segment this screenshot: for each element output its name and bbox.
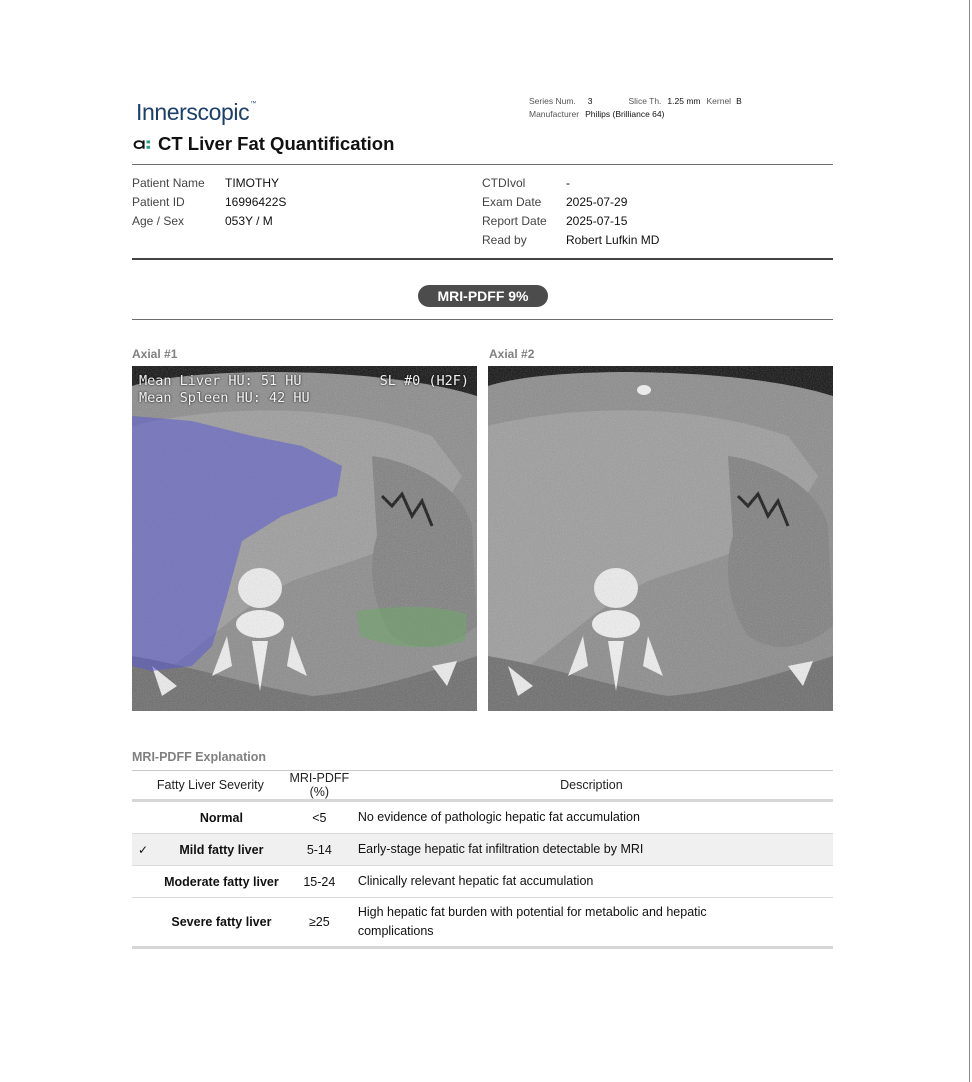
slice-th-value: 1.25 mm bbox=[667, 96, 701, 106]
header-description: Description bbox=[350, 771, 833, 801]
series-num-value: 3 bbox=[587, 96, 593, 106]
read-by-value: Robert Lufkin MD bbox=[566, 233, 660, 247]
brand-mark-icon bbox=[132, 137, 152, 151]
severity-table bbox=[132, 770, 833, 949]
axial-1-label: Axial #1 bbox=[132, 347, 178, 361]
series-meta-row bbox=[529, 96, 742, 106]
axial-2-label: Axial #2 bbox=[489, 347, 535, 361]
kernel-label: Kernel bbox=[706, 96, 732, 106]
info-divider bbox=[132, 258, 833, 260]
severity-row-severe bbox=[132, 898, 833, 948]
manufacturer-value: Philips (Brilliance 64) bbox=[585, 109, 665, 119]
ct-slice-1 bbox=[132, 366, 477, 711]
header-severity: Fatty Liver Severity bbox=[132, 771, 289, 801]
manufacturer-meta-row bbox=[529, 109, 664, 119]
row-check: ✓ bbox=[132, 834, 154, 866]
patient-info bbox=[132, 174, 286, 231]
ct-slice-2 bbox=[488, 366, 833, 711]
report-date-value: 2025-07-15 bbox=[566, 214, 628, 228]
report-title-text: CT Liver Fat Quantification bbox=[158, 133, 395, 154]
row-description: High hepatic fat burden with potential for metabolic and hepatic complications bbox=[350, 898, 833, 948]
patient-id-label: Patient ID bbox=[132, 195, 185, 209]
result-divider bbox=[132, 319, 833, 320]
row-check bbox=[132, 866, 154, 898]
severity-table-header bbox=[132, 771, 833, 801]
header-divider bbox=[132, 164, 833, 165]
brand-tm: ™ bbox=[250, 101, 256, 107]
ctdivol-value: - bbox=[566, 176, 570, 190]
row-check bbox=[132, 801, 154, 834]
read-by-label: Read by bbox=[482, 233, 527, 247]
series-num-label: Series Num. bbox=[529, 96, 576, 106]
ct-overlay-hu bbox=[139, 373, 310, 407]
row-severity: Normal bbox=[154, 801, 289, 834]
slice-th-label: Slice Th. bbox=[628, 96, 662, 106]
row-description: Early-stage hepatic fat infiltration detectable by MRI bbox=[350, 834, 833, 866]
row-pdff: 5-14 bbox=[289, 834, 350, 866]
axial-2-image bbox=[488, 366, 833, 711]
severity-row-mild bbox=[132, 834, 833, 866]
exam-date-value: 2025-07-29 bbox=[566, 195, 628, 209]
exam-date-label: Exam Date bbox=[482, 195, 542, 209]
age-sex-value: 053Y / M bbox=[225, 214, 273, 228]
page-edge bbox=[969, 0, 970, 1082]
axial-1-image bbox=[132, 366, 477, 711]
brand-logo bbox=[136, 99, 256, 126]
patient-name-label: Patient Name bbox=[132, 176, 205, 190]
patient-id-value: 16996422S bbox=[225, 195, 287, 209]
report-title bbox=[132, 133, 394, 155]
row-check bbox=[132, 898, 154, 948]
row-severity: Severe fatty liver bbox=[154, 898, 289, 948]
manufacturer-label: Manufacturer bbox=[529, 109, 580, 119]
report-date-label: Report Date bbox=[482, 214, 547, 228]
mean-liver-hu: Mean Liver HU: 51 HU bbox=[139, 373, 302, 389]
age-sex-label: Age / Sex bbox=[132, 214, 185, 228]
exam-info bbox=[482, 174, 659, 250]
slice-number-overlay: SL #0 (H2F) bbox=[379, 373, 469, 389]
row-description: Clinically relevant hepatic fat accumulation bbox=[350, 866, 833, 898]
ctdivol-label: CTDIvol bbox=[482, 176, 526, 190]
row-pdff: ≥25 bbox=[289, 898, 350, 948]
brand-name: Innerscopic bbox=[136, 99, 250, 125]
kernel-value: B bbox=[736, 96, 742, 106]
row-severity: Mild fatty liver bbox=[154, 834, 289, 866]
row-description: No evidence of pathologic hepatic fat accumulation bbox=[350, 801, 833, 834]
severity-row-normal bbox=[132, 801, 833, 834]
header-pdff: MRI-PDFF (%) bbox=[289, 771, 350, 799]
row-severity: Moderate fatty liver bbox=[154, 866, 289, 898]
row-pdff: 15-24 bbox=[289, 866, 350, 898]
severity-row-moderate bbox=[132, 866, 833, 898]
patient-name-value: TIMOTHY bbox=[225, 176, 279, 190]
mean-spleen-hu: Mean Spleen HU: 42 HU bbox=[139, 390, 310, 406]
explanation-title: MRI-PDFF Explanation bbox=[132, 750, 267, 764]
pdff-result-badge: MRI-PDFF 9% bbox=[418, 285, 548, 307]
row-pdff: <5 bbox=[289, 801, 350, 834]
